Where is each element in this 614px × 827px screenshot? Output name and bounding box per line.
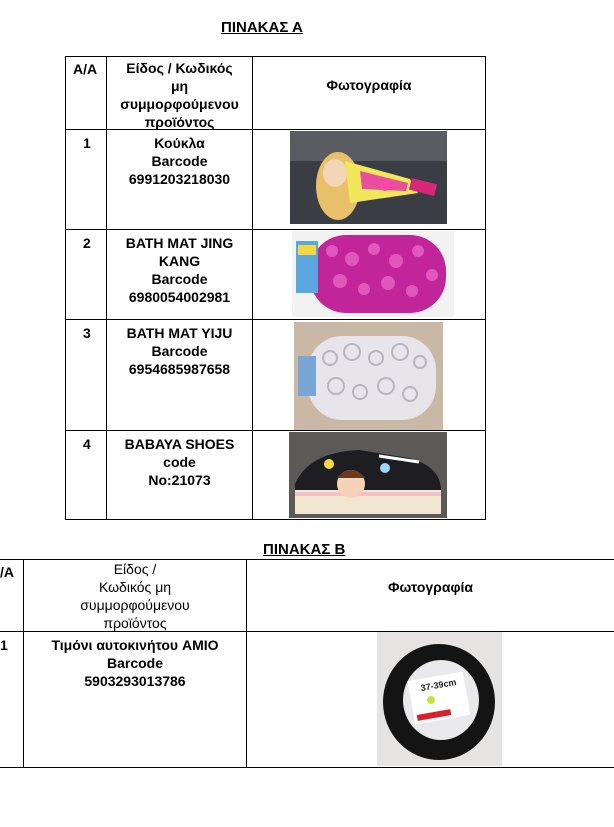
table-a-title: ΠΙΝΑΚΑΣ Α — [221, 19, 303, 36]
table-b-header-aa: /Α — [0, 564, 14, 580]
table-a-row4-num: 4 — [83, 436, 91, 452]
table-a-header-aa: Α/Α — [73, 61, 98, 77]
item-line: code — [163, 454, 196, 470]
item-line: Barcode — [151, 343, 208, 359]
item-line: BATH MAT YIJU — [126, 325, 233, 341]
table-a-row1-item — [107, 134, 252, 188]
table-a-row4-item — [107, 435, 252, 489]
clear-bath-mat-photo — [294, 322, 443, 430]
item-line: Barcode — [106, 655, 164, 671]
table-b-header-item — [24, 560, 246, 632]
table-a-border-top — [65, 56, 486, 57]
table-b-title: ΠΙΝΑΚΑΣ Β — [263, 541, 346, 558]
header-line: Κωδικός μη — [98, 579, 172, 595]
item-line: 6954685987658 — [128, 361, 231, 377]
table-a-border-row1 — [65, 229, 486, 230]
table-b-header-photo: Φωτογραφία — [388, 579, 473, 595]
table-a-row3-item — [107, 324, 252, 378]
table-a-border-bottom — [65, 519, 486, 520]
steering-wheel-cover-photo — [377, 632, 502, 766]
table-a-row2-num: 2 — [83, 235, 91, 251]
header-line: Είδος / — [113, 561, 157, 577]
item-line: Κούκλα — [154, 135, 205, 151]
shoes-photo — [289, 432, 447, 518]
item-line: No:21073 — [148, 472, 211, 488]
item-line: Barcode — [151, 271, 208, 287]
table-a-border-left — [65, 56, 66, 520]
table-a-border-row2 — [65, 319, 486, 320]
table-a-border-right — [485, 56, 486, 520]
table-a-header-photo: Φωτογραφία — [326, 77, 412, 93]
item-line: 5903293013786 — [84, 673, 186, 689]
header-line: προϊόντος — [144, 114, 215, 130]
item-line: Τιμόνι αυτοκινήτου AMIO — [51, 637, 219, 653]
doll-photo — [290, 131, 447, 224]
item-line: 6980054002981 — [128, 289, 231, 305]
table-b-row1-num: 1 — [0, 637, 8, 653]
table-a-row3-num: 3 — [83, 325, 91, 341]
header-line: Είδος / Κωδικός — [126, 60, 233, 76]
header-line: προϊόντος — [103, 615, 167, 631]
table-a-header-item — [107, 59, 252, 131]
item-line: KANG — [158, 253, 201, 269]
header-line: συμμορφούμενου — [120, 96, 239, 112]
table-b-row1-item — [24, 636, 246, 690]
item-line: BABAYA SHOES — [124, 436, 235, 452]
table-a-row1-num: 1 — [83, 135, 91, 151]
pink-bath-mat-photo — [292, 231, 454, 317]
header-line: συμμορφούμενου — [80, 597, 190, 613]
item-line: Barcode — [151, 153, 208, 169]
item-line: BATH MAT JING — [125, 235, 234, 251]
table-b-border-bottom — [0, 767, 614, 768]
table-a-border-col2 — [252, 56, 253, 520]
wheel-size-label: 37-39cm — [419, 676, 458, 694]
table-a-border-row3 — [65, 430, 486, 431]
item-line: 6991203218030 — [128, 171, 231, 187]
table-a-row2-item — [107, 234, 252, 306]
header-line: μη — [170, 78, 189, 94]
